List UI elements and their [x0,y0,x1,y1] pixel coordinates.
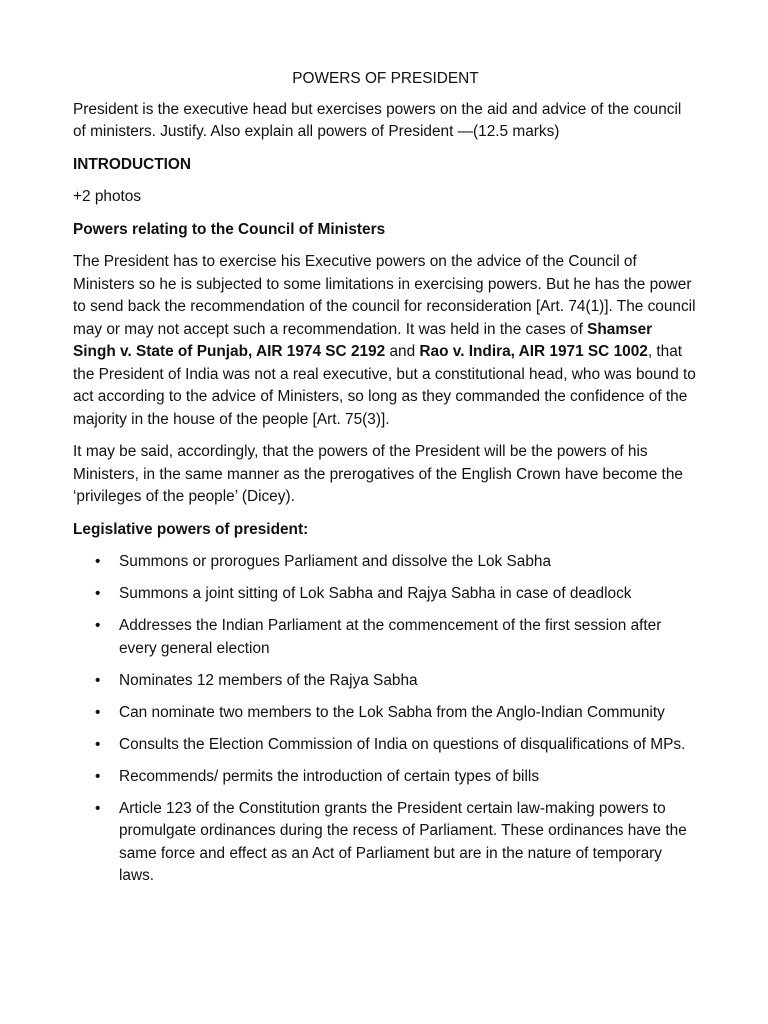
legislative-section-heading: Legislative powers of president: [73,520,309,538]
bullet-icon: • [95,553,101,570]
legislative-powers-list [73,551,698,888]
list-item [73,615,698,660]
introduction-heading: INTRODUCTION [73,155,191,173]
list-item-text: Can nominate two members to the Lok Sabha from the Anglo-Indian Community [119,703,665,721]
list-item [73,702,698,725]
list-item-text: Addresses the Indian Parliament at the commencement of the first session after every general election [119,617,662,657]
list-item-text: Recommends/ permits the introduction of certain types of bills [119,767,540,785]
bullet-icon: • [95,767,101,785]
list-item [73,766,698,789]
photos-note: +2 photos [73,188,142,205]
list-item-text: Consults the Election Commission of India on questions of disqualifications of MPs. [119,735,686,753]
case-citation-shamser-singh: Shamser Singh v. State of Punjab, AIR 1974 SC 2192 [73,320,653,360]
document-page [73,68,698,897]
council-section-heading: Powers relating to the Council of Ministers [73,220,386,238]
council-text-part-1: The President has to exercise his Executive powers on the advice of the Council of Ministers so he is subjected to some limitations in exercising powers. But he has the power to send back the recommendation of the council for reconsideration [Art. 74(1)]. The council may or may not accept such a recommendation. It was held in the cases of [73,253,696,338]
council-text-part-2: and [385,343,420,360]
bullet-icon: • [95,735,101,753]
council-text-part-3: , that the President of India was not a real executive, but a constitutional head, who was bound to act according to the advice of Ministers, so long as they commanded the confidence of the majority in the house of the people [Art. 75(3)]. [73,343,696,428]
bullet-icon: • [95,671,101,689]
list-item-text: Summons a joint sitting of Lok Sabha and Rajya Sabha in case of deadlock [119,585,632,602]
bullet-icon: • [95,703,101,721]
list-item [73,670,698,693]
list-item [73,734,698,757]
bullet-icon: • [95,799,101,817]
bullet-icon: • [95,585,101,602]
council-paragraph-1 [73,251,698,431]
council-paragraph-2: It may be said, accordingly, that the powers of the President will be the powers of his Ministers, in the same manner as the prerogatives of the English Crown have become the ‘privileges of the people’ (Dicey). [73,443,683,505]
list-item [73,798,698,888]
case-citation-rao-v-indira: Rao v. Indira, AIR 1971 SC 1002 [419,343,648,360]
document-title: POWERS OF PRESIDENT [292,70,479,87]
list-item-text: Summons or prorogues Parliament and dissolve the Lok Sabha [119,553,552,570]
list-item-text: Nominates 12 members of the Rajya Sabha [119,671,418,689]
question-paragraph: President is the executive head but exercises powers on the aid and advice of the council of ministers. Justify. Also explain all powers of President —(12.5 marks) [73,100,682,140]
list-item-text: Article 123 of the Constitution grants the President certain law-making powers to promulgate ordinances during the recess of Parliament. These ordinances have the same force and effect as an Act of Parliament but are in the nature of temporary laws. [119,799,687,884]
list-item [73,551,698,574]
list-item [73,583,698,606]
bullet-icon: • [95,617,101,634]
